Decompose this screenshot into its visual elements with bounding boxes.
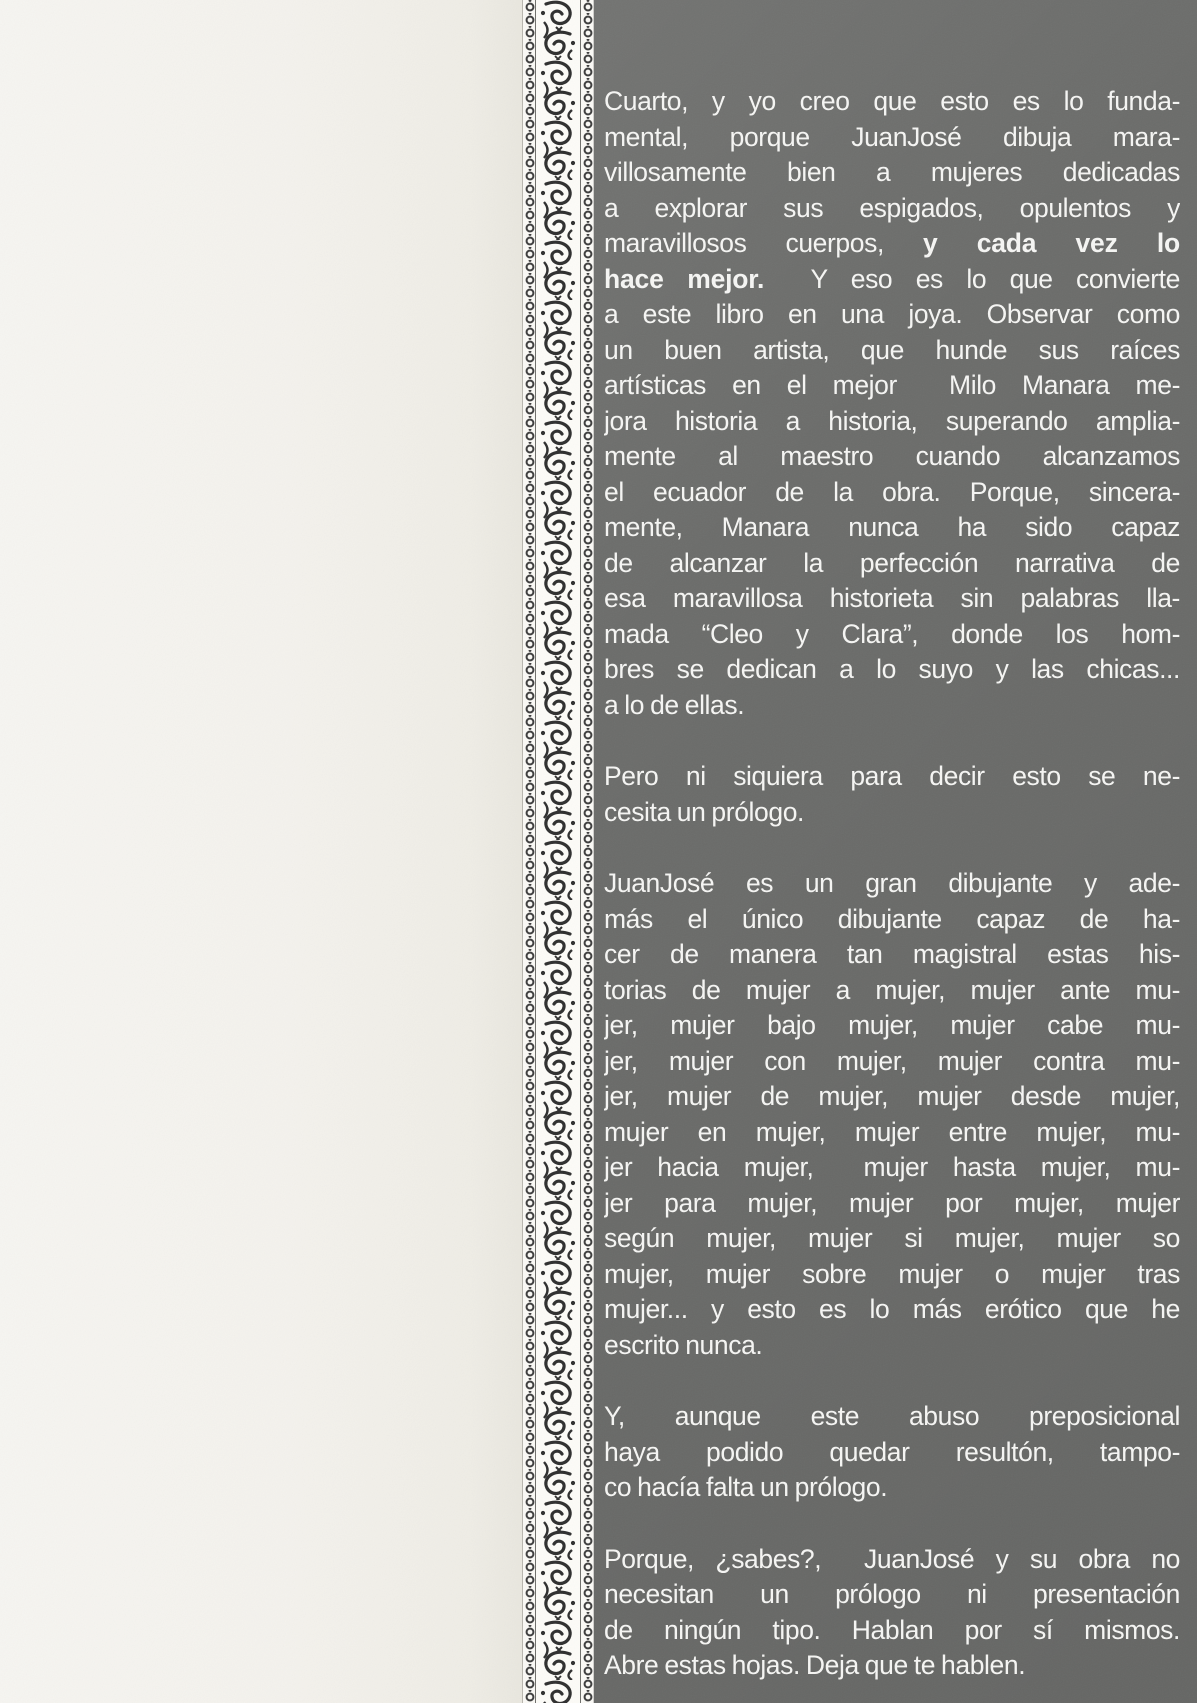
text-line bbox=[604, 262, 1180, 298]
text-run: jer hacia mujer, mujer hasta mujer, mu- bbox=[604, 1152, 1180, 1182]
text-line bbox=[604, 1221, 1180, 1257]
text-run: escrito nunca. bbox=[604, 1329, 763, 1360]
text-line bbox=[604, 155, 1180, 191]
paragraph bbox=[604, 84, 1180, 723]
text-line bbox=[604, 1186, 1180, 1222]
text-line bbox=[604, 368, 1180, 404]
text-run: mente al maestro cuando alcanzamos bbox=[604, 441, 1180, 471]
text-line bbox=[604, 439, 1180, 475]
text-line bbox=[604, 973, 1180, 1009]
text-run: según mujer, mujer si mujer, mujer so bbox=[604, 1223, 1180, 1253]
scrollwork-band bbox=[536, 0, 580, 1703]
text-line bbox=[604, 902, 1180, 938]
text-run: un buen artista, que hunde sus raíces bbox=[604, 334, 1180, 365]
text-run: villosamente bien a mujeres dedicadas bbox=[604, 157, 1180, 187]
text-run: cer de manera tan magistral estas his- bbox=[604, 939, 1180, 969]
lace-pattern-icon bbox=[536, 0, 580, 1703]
text-run: a lo de ellas. bbox=[604, 689, 745, 720]
lace-border bbox=[522, 0, 594, 1703]
text-run: JuanJosé es un gran dibujante y ade- bbox=[604, 868, 1180, 898]
text-line bbox=[604, 795, 1180, 831]
text-run: artísticas en el mejor Milo Manara me- bbox=[604, 370, 1180, 400]
text-run: más el único dibujante capaz de ha- bbox=[604, 903, 1180, 934]
text-run: jer, mujer con mujer, mujer contra mu- bbox=[604, 1045, 1180, 1076]
text-line bbox=[604, 1577, 1180, 1613]
text-run: mental, porque JuanJosé dibuja mara- bbox=[604, 121, 1180, 152]
text-line bbox=[604, 1542, 1180, 1578]
text-line bbox=[604, 297, 1180, 333]
text-line bbox=[604, 84, 1180, 120]
text-line bbox=[604, 226, 1180, 262]
text-run: co hacía falta un prólogo. bbox=[604, 1472, 888, 1502]
text-line bbox=[604, 1292, 1180, 1328]
text-run: mujer, mujer sobre mujer o mujer tras bbox=[604, 1258, 1180, 1289]
text-line bbox=[604, 652, 1180, 688]
text-run: mujer en mujer, mujer entre mujer, mu- bbox=[604, 1116, 1180, 1147]
text-line bbox=[604, 1648, 1180, 1684]
text-line bbox=[604, 1470, 1180, 1506]
text-line bbox=[604, 1613, 1180, 1649]
text-line bbox=[604, 866, 1180, 902]
text-line bbox=[604, 1115, 1180, 1151]
text-run: jer para mujer, mujer por mujer, mujer bbox=[604, 1187, 1180, 1218]
text-line bbox=[604, 1328, 1180, 1364]
text-run: jora historia a historia, superando amplia- bbox=[604, 405, 1180, 436]
paper-margin bbox=[0, 0, 522, 1703]
text-line bbox=[604, 475, 1180, 511]
text-run: maravillosos cuerpos, bbox=[604, 228, 923, 258]
text-line bbox=[604, 1435, 1180, 1471]
text-run: jer, mujer bajo mujer, mujer cabe mu- bbox=[604, 1010, 1180, 1040]
text-run: el ecuador de la obra. Porque, sincera- bbox=[604, 476, 1180, 507]
text-run: Abre estas hojas. Deja que te hablen. bbox=[604, 1650, 1026, 1680]
text-run: Y, aunque este abuso preposicional bbox=[604, 1401, 1180, 1431]
ring-chain-icon bbox=[522, 0, 536, 1703]
text-run: a este libro en una joya. Observar como bbox=[604, 299, 1180, 329]
text-run: bres se dedican a lo suyo y las chicas... bbox=[604, 654, 1180, 684]
text-line bbox=[604, 333, 1180, 369]
paragraph bbox=[604, 866, 1180, 1363]
text-run: mujer... y esto es lo más erótico que he bbox=[604, 1294, 1180, 1324]
paragraph bbox=[604, 759, 1180, 830]
text-run: de alcanzar la perfección narrativa de bbox=[604, 547, 1180, 578]
text-line bbox=[604, 1079, 1180, 1115]
text-line bbox=[604, 1044, 1180, 1080]
text-run: haya podido quedar resultón, tampo- bbox=[604, 1436, 1180, 1467]
text-run: Y eso es lo que convierte bbox=[764, 263, 1180, 294]
text-line bbox=[604, 546, 1180, 582]
text-line bbox=[604, 581, 1180, 617]
text-line bbox=[604, 404, 1180, 440]
text-line bbox=[604, 759, 1180, 795]
text-run: torias de mujer a mujer, mujer ante mu- bbox=[604, 974, 1180, 1005]
text-run: esa maravillosa historieta sin palabras lla- bbox=[604, 583, 1180, 613]
text-run: a explorar sus espigados, opulentos y bbox=[604, 192, 1180, 223]
text-line bbox=[604, 1399, 1180, 1435]
ring-chain-icon bbox=[580, 0, 594, 1703]
text-run: de ningún tipo. Hablan por sí mismos. bbox=[604, 1614, 1180, 1645]
text-run: Cuarto, y yo creo que esto es lo funda- bbox=[604, 86, 1180, 116]
text-run: Pero ni siquiera para decir esto se ne- bbox=[604, 761, 1180, 791]
text-line bbox=[604, 617, 1180, 653]
text-line bbox=[604, 1150, 1180, 1186]
text-line bbox=[604, 1257, 1180, 1293]
text-run: mente, Manara nunca ha sido capaz bbox=[604, 512, 1180, 542]
printed-panel bbox=[594, 0, 1197, 1703]
paragraph bbox=[604, 1542, 1180, 1684]
text-line bbox=[604, 510, 1180, 546]
text-run: cesita un prólogo. bbox=[604, 796, 804, 827]
text-line bbox=[604, 937, 1180, 973]
bold-text-run: y cada vez lo bbox=[922, 228, 1180, 258]
paragraph bbox=[604, 1399, 1180, 1506]
text-line bbox=[604, 120, 1180, 156]
text-run: necesitan un prólogo ni presentación bbox=[604, 1579, 1180, 1609]
text-line bbox=[604, 688, 1180, 724]
text-run: Porque, ¿sabes?, JuanJosé y su obra no bbox=[604, 1543, 1180, 1574]
text-run: mada “Cleo y Clara”, donde los hom- bbox=[604, 618, 1180, 649]
text-run: jer, mujer de mujer, mujer desde mujer, bbox=[604, 1081, 1180, 1111]
bold-text-run: hace mejor. bbox=[604, 263, 765, 294]
text-line bbox=[604, 1008, 1180, 1044]
text-line bbox=[604, 191, 1180, 227]
prologue-text bbox=[594, 0, 1197, 1684]
